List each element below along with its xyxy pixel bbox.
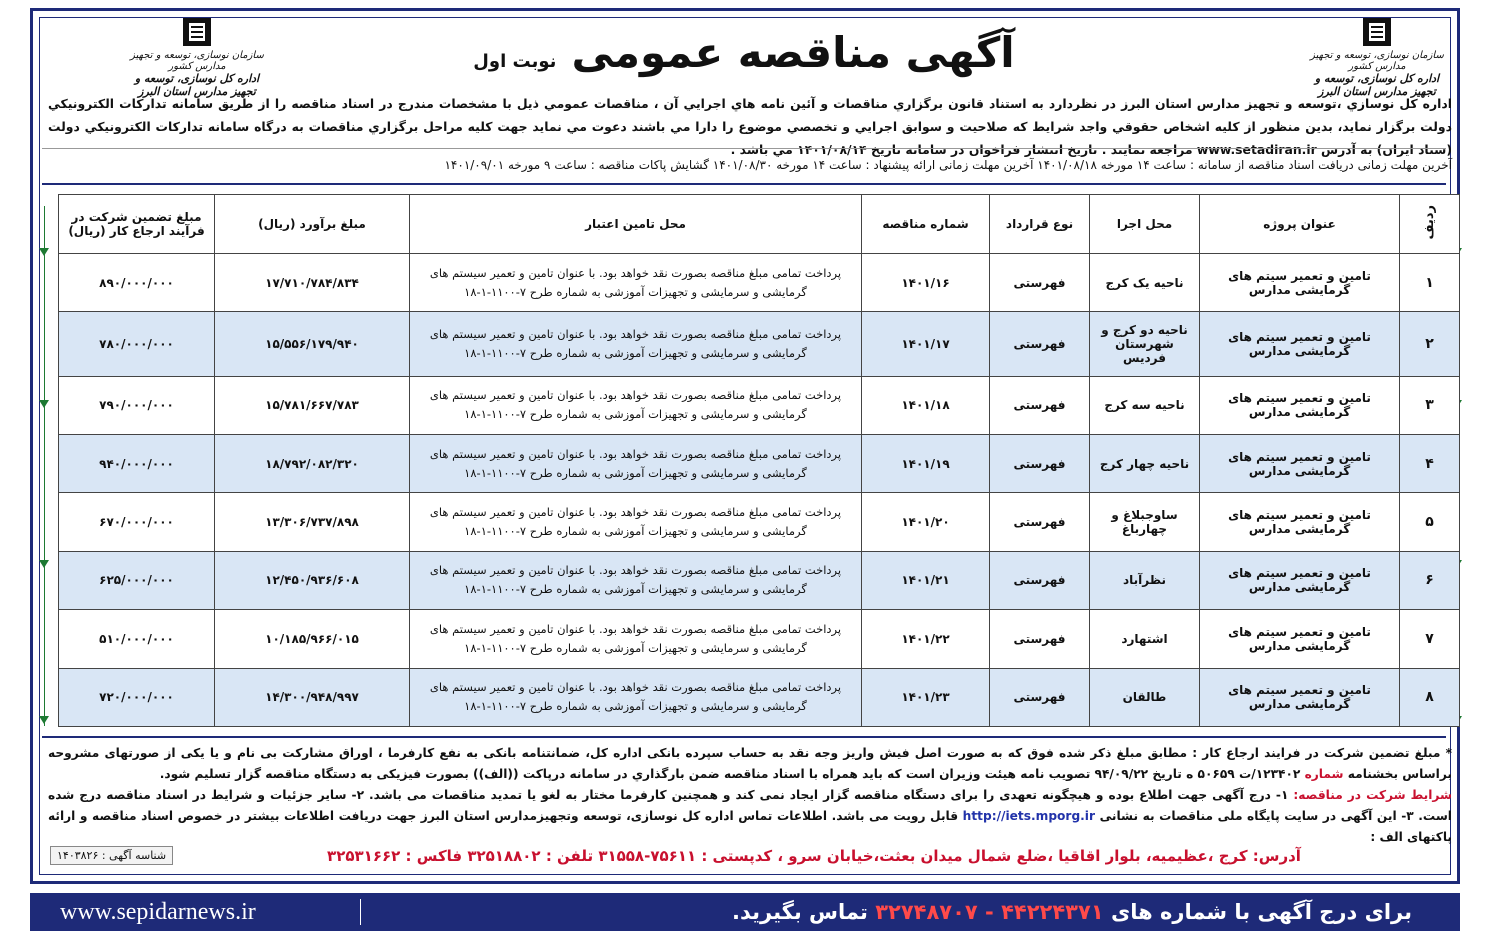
contact-address: آدرس: کرج ،عظیمیه، بلوار اقاقیا ،ضلع شمال میدان بعثت،خیابان سرو ، کدپستی : ۷۵۶۱۱-۳۱۵۵۸ تلفن : ۳۲۵۱۸۸۰۲ فاکس : ۳۲۵۳۱۶۶۲ <box>327 847 1301 865</box>
footer-call <box>732 900 1412 924</box>
cell-row-no: ۲ <box>1400 312 1460 376</box>
cell-tender-no: ۱۴۰۱/۲۱ <box>862 551 990 609</box>
table-row <box>59 668 1460 726</box>
cell-row-no: ۷ <box>1400 610 1460 668</box>
cell-row-no: ۶ <box>1400 551 1460 609</box>
table-row <box>59 254 1460 312</box>
cell-tender-no: ۱۴۰۱/۱۶ <box>862 254 990 312</box>
ad-title-main: آگهی مناقصه عمومی <box>571 28 1015 77</box>
cell-location: ناحیه یک کرج <box>1090 254 1200 312</box>
cell-project: تامین و تعمیر سیتم های گرمایشی مدارس <box>1200 493 1400 551</box>
deadline-line: آخرین مهلت زمانی دریافت اسناد مناقصه از سامانه : ساعت ۱۴ مورخه ۱۴۰۱/۰۸/۱۸ آخرین مهلت زمانی ارائه پیشنهاد : ساعت ۱۴ مورخه ۱۴۰۱/۰۸/۳۰ گشایش پاکات مناقصه : ساعت ۹ مورخه ۱۴۰۱/۰۹/۰۱ <box>444 158 1452 172</box>
header-funding: محل تامین اعتبار <box>410 195 862 254</box>
table-row <box>59 493 1460 551</box>
cell-contract: فهرستی <box>990 312 1090 376</box>
cell-contract: فهرستی <box>990 551 1090 609</box>
org-name-line2: اداره کل نوسازی، توسعه و تجهیز مدارس استان البرز <box>1314 72 1440 98</box>
header-location: محل اجرا <box>1090 195 1200 254</box>
cell-funding: پرداخت تمامی مبلغ مناقصه بصورت نقد خواهد بود. با عنوان تامین و تعمیر سیستم های گرمایشی و سرمایشی و تجهیزات آموزشی به شماره طرح ۷-۱۱۰۰-۱-۱۸ <box>410 668 862 726</box>
table-bottom-rule <box>42 736 1446 738</box>
cell-guarantee: ۸۹۰/۰۰۰/۰۰۰ <box>59 254 215 312</box>
cell-estimate: ۱۲/۴۵۰/۹۳۶/۶۰۸ <box>215 551 410 609</box>
tender-table <box>58 194 1460 727</box>
cell-tender-no: ۱۴۰۱/۲۲ <box>862 610 990 668</box>
cell-guarantee: ۷۲۰/۰۰۰/۰۰۰ <box>59 668 215 726</box>
cell-guarantee: ۶۲۵/۰۰۰/۰۰۰ <box>59 551 215 609</box>
table-row <box>59 551 1460 609</box>
cell-tender-no: ۱۴۰۱/۲۰ <box>862 493 990 551</box>
cell-guarantee: ۶۷۰/۰۰۰/۰۰۰ <box>59 493 215 551</box>
footer-call-prefix: برای درج آگهی با شماره های <box>1110 900 1412 924</box>
cell-project: تامین و تعمیر سیتم های گرمایشی مدارس <box>1200 434 1400 492</box>
footer-call-numbers: ۴۴۲۲۴۳۷۱ - ۳۲۷۴۸۷۰۷ <box>875 900 1104 924</box>
header-guarantee: مبلغ تضمین شرکت در فرآیند ارجاع کار (ریال) <box>59 195 215 254</box>
cell-project: تامین و تعمیر سیتم های گرمایشی مدارس <box>1200 668 1400 726</box>
arrow-down-icon <box>39 400 49 408</box>
cell-funding: پرداخت تمامی مبلغ مناقصه بصورت نقد خواهد بود. با عنوان تامین و تعمیر سیستم های گرمایشی و سرمایشی و تجهیزات آموزشی به شماره طرح ۷-۱۱۰۰-۱-۱۸ <box>410 312 862 376</box>
header-estimate: مبلغ برآورد (ریال) <box>215 195 410 254</box>
header-tender-no: شماره مناقصه <box>862 195 990 254</box>
arrow-down-icon <box>39 248 49 256</box>
cell-project: تامین و تعمیر سیتم های گرمایشی مدارس <box>1200 610 1400 668</box>
table-top-rule <box>42 183 1446 185</box>
cell-project: تامین و تعمیر سیتم های گرمایشی مدارس <box>1200 376 1400 434</box>
guarantee-note-highlight: شماره <box>1304 767 1344 781</box>
header-row-no: ردیف <box>1400 195 1460 254</box>
conditions-text-3: قابل رویت می باشد. اطلاعات تماس اداره کل نوسازی، توسعه وتجهیزمدارس استان البرز جهت دریافت اطلاعات بیشتر در خصوص اسناد مناقصه و ارائه پاکتهای الف : <box>48 809 1452 844</box>
cell-estimate: ۱۰/۱۸۵/۹۶۶/۰۱۵ <box>215 610 410 668</box>
cell-row-no: ۴ <box>1400 434 1460 492</box>
cell-location: ساوجبلاغ و چهارباغ <box>1090 493 1200 551</box>
header-project: عنوان پروژه <box>1200 195 1400 254</box>
conditions-text-2: در سایت پایگاه ملی مناقصات به نشانی <box>1099 809 1337 823</box>
table-row <box>59 610 1460 668</box>
org-name-line1: سازمان نوسازی، توسعه و تجهیز مدارس کشور <box>1310 50 1444 72</box>
cell-tender-no: ۱۴۰۱/۲۳ <box>862 668 990 726</box>
conditions-note <box>48 785 1452 848</box>
cell-contract: فهرستی <box>990 376 1090 434</box>
cell-estimate: ۱۴/۳۰۰/۹۴۸/۹۹۷ <box>215 668 410 726</box>
org-name-line1: سازمان نوسازی، توسعه و تجهیز مدارس کشور <box>130 50 264 72</box>
guarantee-note-text-2: ۱۲۳۴۰۲/ت ۵۰۶۵۹ ه تاریخ ۹۴/۰۹/۲۲ تصویب نامه هیئت وزیران است که باید همراه با اسناد مناقصه ضمن بارگذاري در سامانه درپاکت ((الف)) بصورت فیزیکی به دستگاه مناقصه گزار تسلیم شود. <box>159 767 1301 781</box>
cell-tender-no: ۱۴۰۱/۱۹ <box>862 434 990 492</box>
footer-divider <box>360 899 361 925</box>
arrow-down-icon <box>39 716 49 724</box>
cell-funding: پرداخت تمامی مبلغ مناقصه بصورت نقد خواهد بود. با عنوان تامین و تعمیر سیستم های گرمایشی و سرمایشی و تجهیزات آموزشی به شماره طرح ۷-۱۱۰۰-۱-۱۸ <box>410 493 862 551</box>
side-line-left <box>44 206 45 726</box>
table-header-row <box>59 195 1460 254</box>
guarantee-note-text: * مبلغ تضمین شرکت در فرایند ارجاع کار : مطابق مبلغ ذکر شده فوق که به صورت اصل فیش واریز وجه نقد به حساب سپرده بانکی اداره کل، ضمانتنامه بانکی به نفع کارفرما ، اوراق مشارکت بی نام و یا یکی از صورتهای مشروحه براساس بخشنامه <box>48 746 1452 781</box>
ad-title-sub: نوبت اول <box>473 51 557 72</box>
cell-location: ناحیه دو کرج و شهرستان فردیس <box>1090 312 1200 376</box>
cell-location: ناحیه چهار کرج <box>1090 434 1200 492</box>
table-row <box>59 312 1460 376</box>
cell-guarantee: ۷۹۰/۰۰۰/۰۰۰ <box>59 376 215 434</box>
cell-contract: فهرستی <box>990 493 1090 551</box>
cell-funding: پرداخت تمامی مبلغ مناقصه بصورت نقد خواهد بود. با عنوان تامین و تعمیر سیستم های گرمایشی و سرمایشی و تجهیزات آموزشی به شماره طرح ۷-۱۱۰۰-۱-۱۸ <box>410 610 862 668</box>
cell-estimate: ۱۵/۷۸۱/۶۶۷/۷۸۳ <box>215 376 410 434</box>
table-row <box>59 434 1460 492</box>
footer-site-link[interactable]: www.sepidarnews.ir <box>60 899 256 925</box>
ad-id-badge: شناسه آگهی : ۱۴۰۳۸۲۶ <box>50 846 173 865</box>
cell-location: طالقان <box>1090 668 1200 726</box>
cell-funding: پرداخت تمامی مبلغ مناقصه بصورت نقد خواهد بود. با عنوان تامین و تعمیر سیستم های گرمایشی و سرمایشی و تجهیزات آموزشی به شماره طرح ۷-۱۱۰۰-۱-۱۸ <box>410 434 862 492</box>
cell-project: تامین و تعمیر سیتم های گرمایشی مدارس <box>1200 312 1400 376</box>
header-contract: نوع قرارداد <box>990 195 1090 254</box>
iets-link[interactable]: http://iets.mporg.ir <box>962 809 1095 823</box>
cell-row-no: ۳ <box>1400 376 1460 434</box>
cell-location: ناحیه سه کرج <box>1090 376 1200 434</box>
intro-divider <box>42 148 1446 149</box>
cell-row-no: ۱ <box>1400 254 1460 312</box>
cell-tender-no: ۱۴۰۱/۱۷ <box>862 312 990 376</box>
cell-guarantee: ۷۸۰/۰۰۰/۰۰۰ <box>59 312 215 376</box>
arrow-down-icon <box>39 560 49 568</box>
org-name-line2: اداره کل نوسازی، توسعه و تجهیز مدارس استان البرز <box>134 72 260 98</box>
footer-bar <box>30 893 1460 931</box>
conditions-label: شرایط شرکت در مناقصه: <box>1293 788 1453 802</box>
cell-guarantee: ۵۱۰/۰۰۰/۰۰۰ <box>59 610 215 668</box>
cell-contract: فهرستی <box>990 668 1090 726</box>
cell-estimate: ۱۵/۵۵۶/۱۷۹/۹۴۰ <box>215 312 410 376</box>
intro-paragraph: اداره کل نوسازي ،توسعه و تجهيز مدارس استان البرز در نظردارد به استناد قانون برگزاري مناقصات و آئين نامه هاي اجرايي آن ، مناقصات عمومي ذيل با مشخصات مندرج در اسناد مناقصه را از طريق سامانه تدارکات الکترونيکي دولت برگزار نمايد، بدين منظور از کليه اشخاص حقوقي واجد شرايط که صلاحيت و سوابق اجرايي و تخصصي موضوع را دارا مي باشند دعوت مي نمايد جهت کليه مراحل برگزاري مناقصات به درگاه سامانه تدارکات الکترونيکي دولت (ستاد ايران) به آدرس www.setadiran.ir مراجعه نمايند . تاريخ انتشار فراخوان در سامانه تاريخ ۱۴۰۱/۰۸/۱۴ مي باشد . <box>48 96 1452 157</box>
cell-contract: فهرستی <box>990 434 1090 492</box>
cell-project: تامین و تعمیر سیتم های گرمایشی مدارس <box>1200 254 1400 312</box>
notes-section <box>48 743 1452 848</box>
cell-funding: پرداخت تمامی مبلغ مناقصه بصورت نقد خواهد بود. با عنوان تامین و تعمیر سیستم های گرمایشی و سرمایشی و تجهیزات آموزشی به شماره طرح ۷-۱۱۰۰-۱-۱۸ <box>410 551 862 609</box>
ad-title <box>0 28 1488 77</box>
cell-row-no: ۸ <box>1400 668 1460 726</box>
cell-contract: فهرستی <box>990 610 1090 668</box>
cell-location: اشتهارد <box>1090 610 1200 668</box>
conditions-text: ۱- درج آگهی جهت اطلاع بوده و هیچگونه تعهدی را برای دستگاه مناقصه گزار ایجاد نمی کند و همچنین کارفرما مختار به لغو یا تمدید مناقصات می باشد. ۲- سایر جزئیات و شرایط در اسناد مناقصه درج شده است. ۳- این آگهی <box>48 788 1452 823</box>
cell-guarantee: ۹۴۰/۰۰۰/۰۰۰ <box>59 434 215 492</box>
cell-tender-no: ۱۴۰۱/۱۸ <box>862 376 990 434</box>
cell-project: تامین و تعمیر سیتم های گرمایشی مدارس <box>1200 551 1400 609</box>
cell-contract: فهرستی <box>990 254 1090 312</box>
cell-funding: پرداخت تمامی مبلغ مناقصه بصورت نقد خواهد بود. با عنوان تامین و تعمیر سیستم های گرمایشی و سرمایشی و تجهیزات آموزشی به شماره طرح ۷-۱۱۰۰-۱-۱۸ <box>410 254 862 312</box>
table-row <box>59 376 1460 434</box>
guarantee-note <box>48 743 1452 785</box>
cell-estimate: ۱۳/۳۰۶/۷۳۷/۸۹۸ <box>215 493 410 551</box>
cell-estimate: ۱۸/۷۹۲/۰۸۲/۳۲۰ <box>215 434 410 492</box>
cell-row-no: ۵ <box>1400 493 1460 551</box>
cell-location: نظرآباد <box>1090 551 1200 609</box>
footer-call-suffix: تماس بگیرید. <box>732 900 868 924</box>
cell-funding: پرداخت تمامی مبلغ مناقصه بصورت نقد خواهد بود. با عنوان تامین و تعمیر سیستم های گرمایشی و سرمایشی و تجهیزات آموزشی به شماره طرح ۷-۱۱۰۰-۱-۱۸ <box>410 376 862 434</box>
cell-estimate: ۱۷/۷۱۰/۷۸۴/۸۳۴ <box>215 254 410 312</box>
